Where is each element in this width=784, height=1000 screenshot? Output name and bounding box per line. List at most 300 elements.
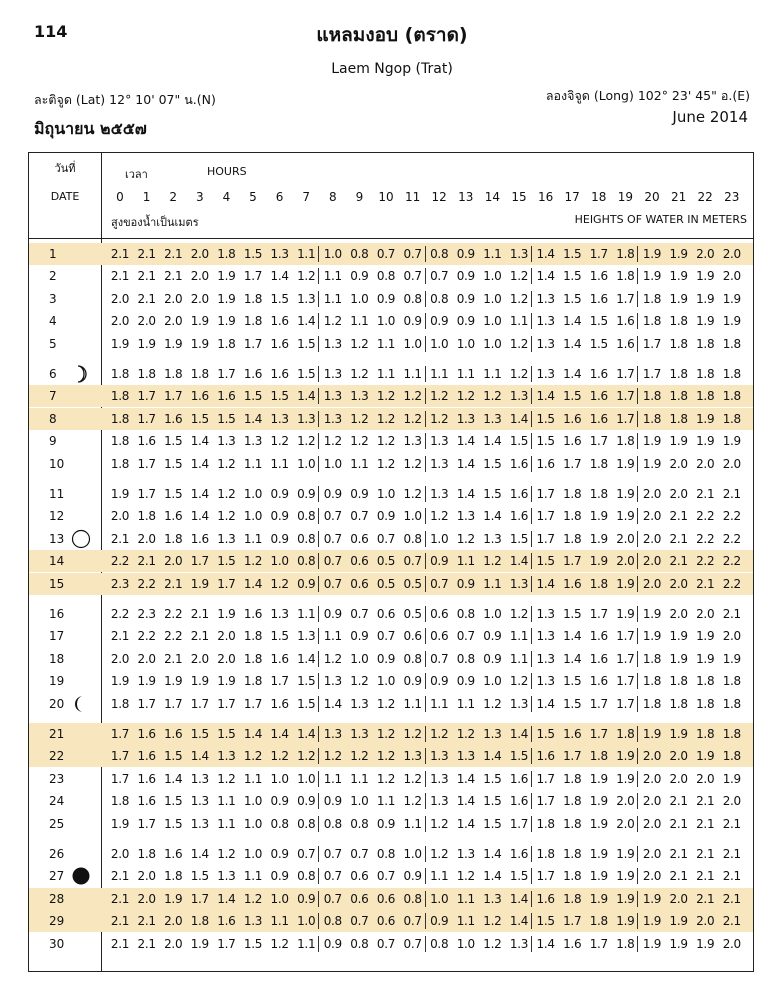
height-cell: 1.2 xyxy=(456,869,475,884)
longitude-label: ลองจิจูด (Long) 102° 23' 45" อ.(E) xyxy=(545,88,750,103)
height-cell: 1.0 xyxy=(270,554,289,569)
height-cell: 1.0 xyxy=(430,336,449,351)
column-separator xyxy=(425,651,426,667)
height-cell: 1.1 xyxy=(376,794,396,809)
height-cell: 2.0 xyxy=(696,914,715,929)
height-cell: 2.0 xyxy=(722,629,741,644)
height-cell: 1.2 xyxy=(403,794,422,809)
column-separator xyxy=(531,433,532,449)
height-cell: 1.9 xyxy=(217,607,236,621)
column-separator xyxy=(637,748,638,764)
height-cell: 1.0 xyxy=(243,487,263,501)
height-cell: 1.3 xyxy=(270,607,289,621)
height-cell: 1.3 xyxy=(190,771,209,786)
height-cell: 1.4 xyxy=(323,696,342,711)
height-cell: 1.1 xyxy=(323,291,342,306)
height-cell: 1.2 xyxy=(430,727,449,741)
height-cell: 2.0 xyxy=(190,291,209,306)
height-cell: 1.6 xyxy=(563,576,582,591)
height-cell: 1.2 xyxy=(430,816,449,831)
column-separator xyxy=(637,913,638,929)
date-cell: 30 xyxy=(49,936,65,951)
height-cell: 2.1 xyxy=(110,914,130,929)
height-cell: 2.1 xyxy=(137,554,156,569)
height-cell: 1.3 xyxy=(350,696,369,711)
height-cell: 0.8 xyxy=(403,291,422,306)
column-separator xyxy=(318,531,319,547)
height-cell: 1.7 xyxy=(217,576,236,591)
height-cell: 0.9 xyxy=(297,487,316,501)
height-cell: 1.1 xyxy=(243,456,263,471)
height-cell: 1.3 xyxy=(243,914,263,929)
height-cell: 1.4 xyxy=(456,771,475,786)
date-cell: 10 xyxy=(49,456,65,471)
height-cell: 2.0 xyxy=(137,314,156,329)
height-cell: 1.9 xyxy=(164,336,183,351)
height-cell: 1.6 xyxy=(164,847,183,861)
height-cell: 1.2 xyxy=(217,456,236,471)
column-separator xyxy=(425,531,426,547)
column-separator xyxy=(318,366,319,382)
column-separator xyxy=(531,846,532,862)
page-number: 114 xyxy=(34,22,68,41)
height-cell: 1.7 xyxy=(110,771,130,786)
height-cell: 1.6 xyxy=(270,314,289,329)
height-cell: 1.1 xyxy=(323,771,342,786)
column-separator xyxy=(425,456,426,472)
column-separator xyxy=(318,748,319,764)
height-cell: 1.6 xyxy=(243,367,263,381)
table-row xyxy=(29,430,753,452)
hour-header: 13 xyxy=(458,190,474,204)
height-cell: 1.3 xyxy=(509,247,529,261)
table-row xyxy=(29,483,753,505)
height-cell: 2.0 xyxy=(217,629,236,644)
column-separator xyxy=(637,793,638,809)
height-cell: 1.8 xyxy=(563,771,582,786)
height-cell: 2.0 xyxy=(642,847,662,861)
height-cell: 1.2 xyxy=(350,367,369,381)
column-separator xyxy=(531,673,532,689)
height-cell: 2.0 xyxy=(164,554,183,569)
height-cell: 1.0 xyxy=(243,847,263,861)
height-cell: 1.3 xyxy=(323,336,342,351)
height-cell: 1.9 xyxy=(589,509,608,524)
table-row xyxy=(29,385,753,407)
height-cell: 0.7 xyxy=(350,914,369,929)
height-cell: 2.1 xyxy=(722,869,741,884)
height-cell: 1.5 xyxy=(563,696,582,711)
station-title-english: Laem Ngop (Trat) xyxy=(331,61,453,77)
height-cell: 1.6 xyxy=(536,891,555,906)
height-cell: 1.8 xyxy=(563,847,582,861)
height-cell: 2.1 xyxy=(110,869,130,884)
height-cell: 1.1 xyxy=(217,816,236,831)
table-row xyxy=(29,933,753,955)
height-cell: 1.1 xyxy=(509,314,529,329)
column-separator xyxy=(425,508,426,524)
height-cell: 1.4 xyxy=(509,914,529,929)
height-cell: 1.6 xyxy=(217,914,236,929)
height-cell: 1.4 xyxy=(190,456,209,471)
height-cell: 1.7 xyxy=(217,936,236,951)
height-cell: 0.8 xyxy=(297,554,316,569)
height-cell: 1.4 xyxy=(536,247,555,261)
column-separator xyxy=(531,771,532,787)
height-cell: 0.7 xyxy=(430,576,449,591)
height-cell: 1.6 xyxy=(509,456,529,471)
height-cell: 0.5 xyxy=(376,576,396,591)
column-separator xyxy=(425,576,426,592)
height-cell: 2.0 xyxy=(669,891,688,906)
height-cell: 1.5 xyxy=(536,434,555,449)
height-cell: 1.5 xyxy=(509,434,529,449)
column-separator xyxy=(425,433,426,449)
column-separator xyxy=(531,651,532,667)
height-cell: 1.3 xyxy=(350,389,369,404)
height-cell: 1.3 xyxy=(483,727,502,741)
height-cell: 1.5 xyxy=(190,411,209,426)
height-cell: 0.8 xyxy=(430,936,449,951)
height-cell: 0.9 xyxy=(376,291,396,306)
height-cell: 0.7 xyxy=(323,891,342,906)
hour-header: 5 xyxy=(249,190,257,204)
column-separator xyxy=(531,913,532,929)
height-cell: 1.9 xyxy=(669,936,688,951)
height-cell: 2.0 xyxy=(722,936,741,951)
height-cell: 1.1 xyxy=(350,456,369,471)
height-cell: 1.9 xyxy=(190,576,209,591)
hour-header: 8 xyxy=(328,190,337,204)
column-separator xyxy=(425,748,426,764)
height-cell: 1.6 xyxy=(616,314,635,329)
column-separator xyxy=(637,576,638,592)
height-cell: 1.6 xyxy=(509,847,529,861)
height-cell: 0.8 xyxy=(350,247,369,261)
column-separator xyxy=(637,606,638,622)
height-cell: 1.8 xyxy=(669,696,688,711)
height-cell: 1.5 xyxy=(243,389,263,404)
height-cell: 2.2 xyxy=(722,509,741,524)
column-separator xyxy=(425,388,426,404)
height-cell: 1.8 xyxy=(563,816,582,831)
column-separator xyxy=(531,291,532,307)
height-cell: 1.6 xyxy=(270,336,289,351)
height-cell: 1.8 xyxy=(563,891,582,906)
date-cell: 11 xyxy=(49,487,65,501)
height-cell: 1.3 xyxy=(536,607,555,621)
height-cell: 1.6 xyxy=(164,727,183,741)
height-cell: 1.2 xyxy=(323,749,342,764)
height-cell: 1.4 xyxy=(563,629,582,644)
height-cell: 0.8 xyxy=(403,651,422,666)
height-cell: 2.1 xyxy=(669,509,688,524)
height-cell: 2.0 xyxy=(642,531,662,546)
height-cell: 1.2 xyxy=(376,727,396,741)
column-separator xyxy=(531,726,532,742)
height-cell: 2.0 xyxy=(642,554,662,569)
hour-header: 12 xyxy=(431,190,447,204)
column-separator xyxy=(531,891,532,907)
height-cell: 1.2 xyxy=(350,434,369,449)
height-cell: 1.2 xyxy=(509,291,529,306)
height-cell: 1.8 xyxy=(563,531,582,546)
height-cell: 1.3 xyxy=(483,411,502,426)
height-cell: 1.9 xyxy=(164,891,183,906)
date-cell: 9 xyxy=(49,434,57,449)
height-cell: 0.6 xyxy=(376,891,396,906)
hour-header: 11 xyxy=(404,190,421,204)
height-cell: 1.4 xyxy=(483,847,502,861)
height-cell: 0.7 xyxy=(323,576,342,591)
table-row xyxy=(29,550,753,572)
height-cell: 1.8 xyxy=(164,367,183,381)
height-cell: 1.2 xyxy=(376,389,396,404)
column-separator xyxy=(531,576,532,592)
hour-header: 3 xyxy=(195,190,204,204)
height-cell: 0.8 xyxy=(403,531,422,546)
height-cell: 1.4 xyxy=(509,891,529,906)
height-cell: 0.9 xyxy=(403,674,422,689)
hour-header: 6 xyxy=(275,190,284,204)
height-cell: 1.2 xyxy=(243,554,263,569)
height-cell: 1.3 xyxy=(217,749,236,764)
column-separator xyxy=(637,388,638,404)
height-cell: 0.9 xyxy=(297,891,316,906)
height-cell: 1.1 xyxy=(403,367,422,381)
column-separator xyxy=(637,268,638,284)
height-cell: 1.3 xyxy=(536,629,555,644)
time-header-thai: เวลา xyxy=(125,168,148,181)
height-cell: 1.3 xyxy=(297,291,316,306)
height-cell: 1.8 xyxy=(642,314,662,329)
height-cell: 2.1 xyxy=(137,291,156,306)
height-cell: 1.2 xyxy=(430,411,449,426)
height-cell: 2.2 xyxy=(722,576,741,591)
height-cell: 0.8 xyxy=(376,269,396,284)
column-separator xyxy=(531,816,532,832)
height-cell: 1.0 xyxy=(483,269,502,284)
height-cell: 1.2 xyxy=(509,336,529,351)
hour-header: 22 xyxy=(697,190,713,204)
height-cell: 1.8 xyxy=(110,794,130,809)
column-separator xyxy=(318,606,319,622)
height-cell: 1.1 xyxy=(483,247,502,261)
column-separator xyxy=(318,651,319,667)
height-cell: 1.8 xyxy=(669,674,688,689)
height-cell: 1.7 xyxy=(243,269,263,284)
height-cell: 1.2 xyxy=(297,434,316,449)
height-cell: 1.6 xyxy=(190,389,209,404)
height-cell: 1.1 xyxy=(323,269,342,284)
height-cell: 1.6 xyxy=(164,509,183,524)
height-cell: 1.1 xyxy=(297,936,316,951)
height-cell: 2.1 xyxy=(722,891,741,906)
height-cell: 0.9 xyxy=(483,629,502,644)
height-cell: 1.2 xyxy=(350,336,369,351)
height-cell: 1.9 xyxy=(137,674,156,689)
height-cell: 1.0 xyxy=(243,816,263,831)
height-cell: 0.9 xyxy=(483,651,502,666)
column-separator xyxy=(425,891,426,907)
height-cell: 2.0 xyxy=(164,314,183,329)
height-cell: 1.9 xyxy=(669,651,688,666)
last-quarter-moon-icon xyxy=(71,694,91,714)
height-cell: 1.9 xyxy=(722,651,741,666)
column-separator xyxy=(318,388,319,404)
height-cell: 1.1 xyxy=(509,651,529,666)
height-cell: 1.8 xyxy=(696,696,715,711)
height-cell: 1.4 xyxy=(297,651,316,666)
height-cell: 1.4 xyxy=(217,891,236,906)
height-cell: 1.8 xyxy=(642,674,662,689)
height-cell: 1.0 xyxy=(297,771,316,786)
height-cell: 0.9 xyxy=(403,314,422,329)
height-cell: 1.4 xyxy=(297,314,316,329)
height-cell: 1.8 xyxy=(137,367,156,381)
height-cell: 1.2 xyxy=(430,389,449,404)
height-cell: 1.7 xyxy=(536,771,555,786)
column-separator xyxy=(318,726,319,742)
height-cell: 1.8 xyxy=(589,456,608,471)
height-cell: 1.9 xyxy=(589,794,608,809)
height-cell: 2.0 xyxy=(137,531,156,546)
height-cell: 2.0 xyxy=(190,651,209,666)
height-cell: 1.2 xyxy=(483,936,502,951)
hour-header: 7 xyxy=(302,190,310,204)
height-cell: 1.7 xyxy=(589,696,608,711)
height-cell: 1.9 xyxy=(642,727,662,741)
height-cell: 1.8 xyxy=(110,411,130,426)
height-cell: 2.1 xyxy=(696,576,715,591)
table-row xyxy=(29,745,753,767)
full-moon-icon xyxy=(71,529,91,549)
column-separator xyxy=(318,816,319,832)
height-cell: 1.9 xyxy=(217,269,236,284)
column-separator xyxy=(637,531,638,547)
date-cell: 27 xyxy=(49,869,65,884)
height-cell: 1.9 xyxy=(616,749,635,764)
height-cell: 1.4 xyxy=(190,847,209,861)
height-cell: 2.1 xyxy=(110,269,130,284)
table-row xyxy=(29,693,753,715)
height-cell: 1.9 xyxy=(616,847,635,861)
height-cell: 1.6 xyxy=(563,727,582,741)
height-cell: 1.4 xyxy=(509,727,529,741)
hour-header: 9 xyxy=(355,190,364,204)
height-cell: 1.2 xyxy=(243,891,263,906)
table-row xyxy=(29,603,753,625)
date-cell: 5 xyxy=(49,336,57,351)
height-cell: 0.8 xyxy=(297,869,316,884)
height-cell: 2.2 xyxy=(696,531,715,546)
height-cell: 1.4 xyxy=(536,389,555,404)
height-cell: 1.4 xyxy=(536,269,555,284)
column-separator xyxy=(637,433,638,449)
column-separator xyxy=(531,456,532,472)
height-cell: 1.9 xyxy=(669,629,688,644)
height-cell: 1.8 xyxy=(190,914,209,929)
height-cell: 1.7 xyxy=(509,816,529,831)
height-cell: 1.6 xyxy=(270,651,289,666)
table-row xyxy=(29,453,753,475)
height-cell: 1.7 xyxy=(616,411,635,426)
height-cell: 1.3 xyxy=(536,291,555,306)
column-separator xyxy=(318,936,319,952)
height-cell: 2.1 xyxy=(722,487,741,501)
hour-header: 14 xyxy=(484,190,501,204)
height-cell: 0.9 xyxy=(270,847,289,861)
height-cell: 2.1 xyxy=(669,554,688,569)
height-cell: 1.4 xyxy=(456,816,475,831)
height-cell: 2.3 xyxy=(137,607,156,621)
height-cell: 1.3 xyxy=(509,696,529,711)
column-separator xyxy=(637,891,638,907)
height-cell: 1.4 xyxy=(509,554,529,569)
height-cell: 1.2 xyxy=(217,509,236,524)
hour-header: 23 xyxy=(724,190,740,204)
height-cell: 1.2 xyxy=(509,367,529,381)
date-cell: 15 xyxy=(49,576,65,591)
column-separator xyxy=(318,433,319,449)
column-separator xyxy=(318,508,319,524)
height-cell: 1.9 xyxy=(217,314,236,329)
height-cell: 2.0 xyxy=(722,794,741,809)
hour-header: 1 xyxy=(142,190,151,204)
height-cell: 1.2 xyxy=(323,651,342,666)
height-cell: 1.2 xyxy=(350,749,369,764)
column-separator xyxy=(425,628,426,644)
height-cell: 1.1 xyxy=(483,367,502,381)
height-cell: 1.7 xyxy=(110,749,130,764)
height-cell: 0.9 xyxy=(430,314,449,329)
height-cell: 1.1 xyxy=(509,629,529,644)
height-cell: 0.8 xyxy=(323,816,342,831)
height-cell: 1.1 xyxy=(456,914,475,929)
table-row xyxy=(29,768,753,790)
height-cell: 1.7 xyxy=(190,554,209,569)
height-cell: 0.8 xyxy=(350,816,369,831)
column-separator xyxy=(531,531,532,547)
height-cell: 0.5 xyxy=(376,554,396,569)
height-cell: 0.9 xyxy=(376,651,396,666)
height-cell: 1.5 xyxy=(536,914,555,929)
height-cell: 1.3 xyxy=(350,727,369,741)
height-cell: 0.8 xyxy=(430,247,449,261)
height-cell: 1.0 xyxy=(297,456,316,471)
column-separator xyxy=(637,816,638,832)
date-cell: 16 xyxy=(49,607,65,621)
height-cell: 1.8 xyxy=(616,936,635,951)
height-cell: 1.2 xyxy=(456,727,475,741)
height-cell: 1.9 xyxy=(669,269,688,284)
height-cell: 1.9 xyxy=(110,336,130,351)
height-cell: 1.9 xyxy=(642,456,662,471)
column-separator xyxy=(425,486,426,502)
hour-header: 19 xyxy=(617,190,634,204)
height-cell: 1.4 xyxy=(509,411,529,426)
height-cell: 1.9 xyxy=(696,291,715,306)
height-cell: 1.6 xyxy=(509,509,529,524)
height-cell: 2.0 xyxy=(616,554,635,569)
height-cell: 2.2 xyxy=(722,531,741,546)
height-cell: 1.8 xyxy=(536,847,555,861)
height-cell: 0.9 xyxy=(456,291,475,306)
time-header-english: HOURS xyxy=(207,165,247,178)
height-cell: 0.8 xyxy=(297,816,316,831)
height-cell: 1.8 xyxy=(243,314,263,329)
height-cell: 1.6 xyxy=(270,367,289,381)
